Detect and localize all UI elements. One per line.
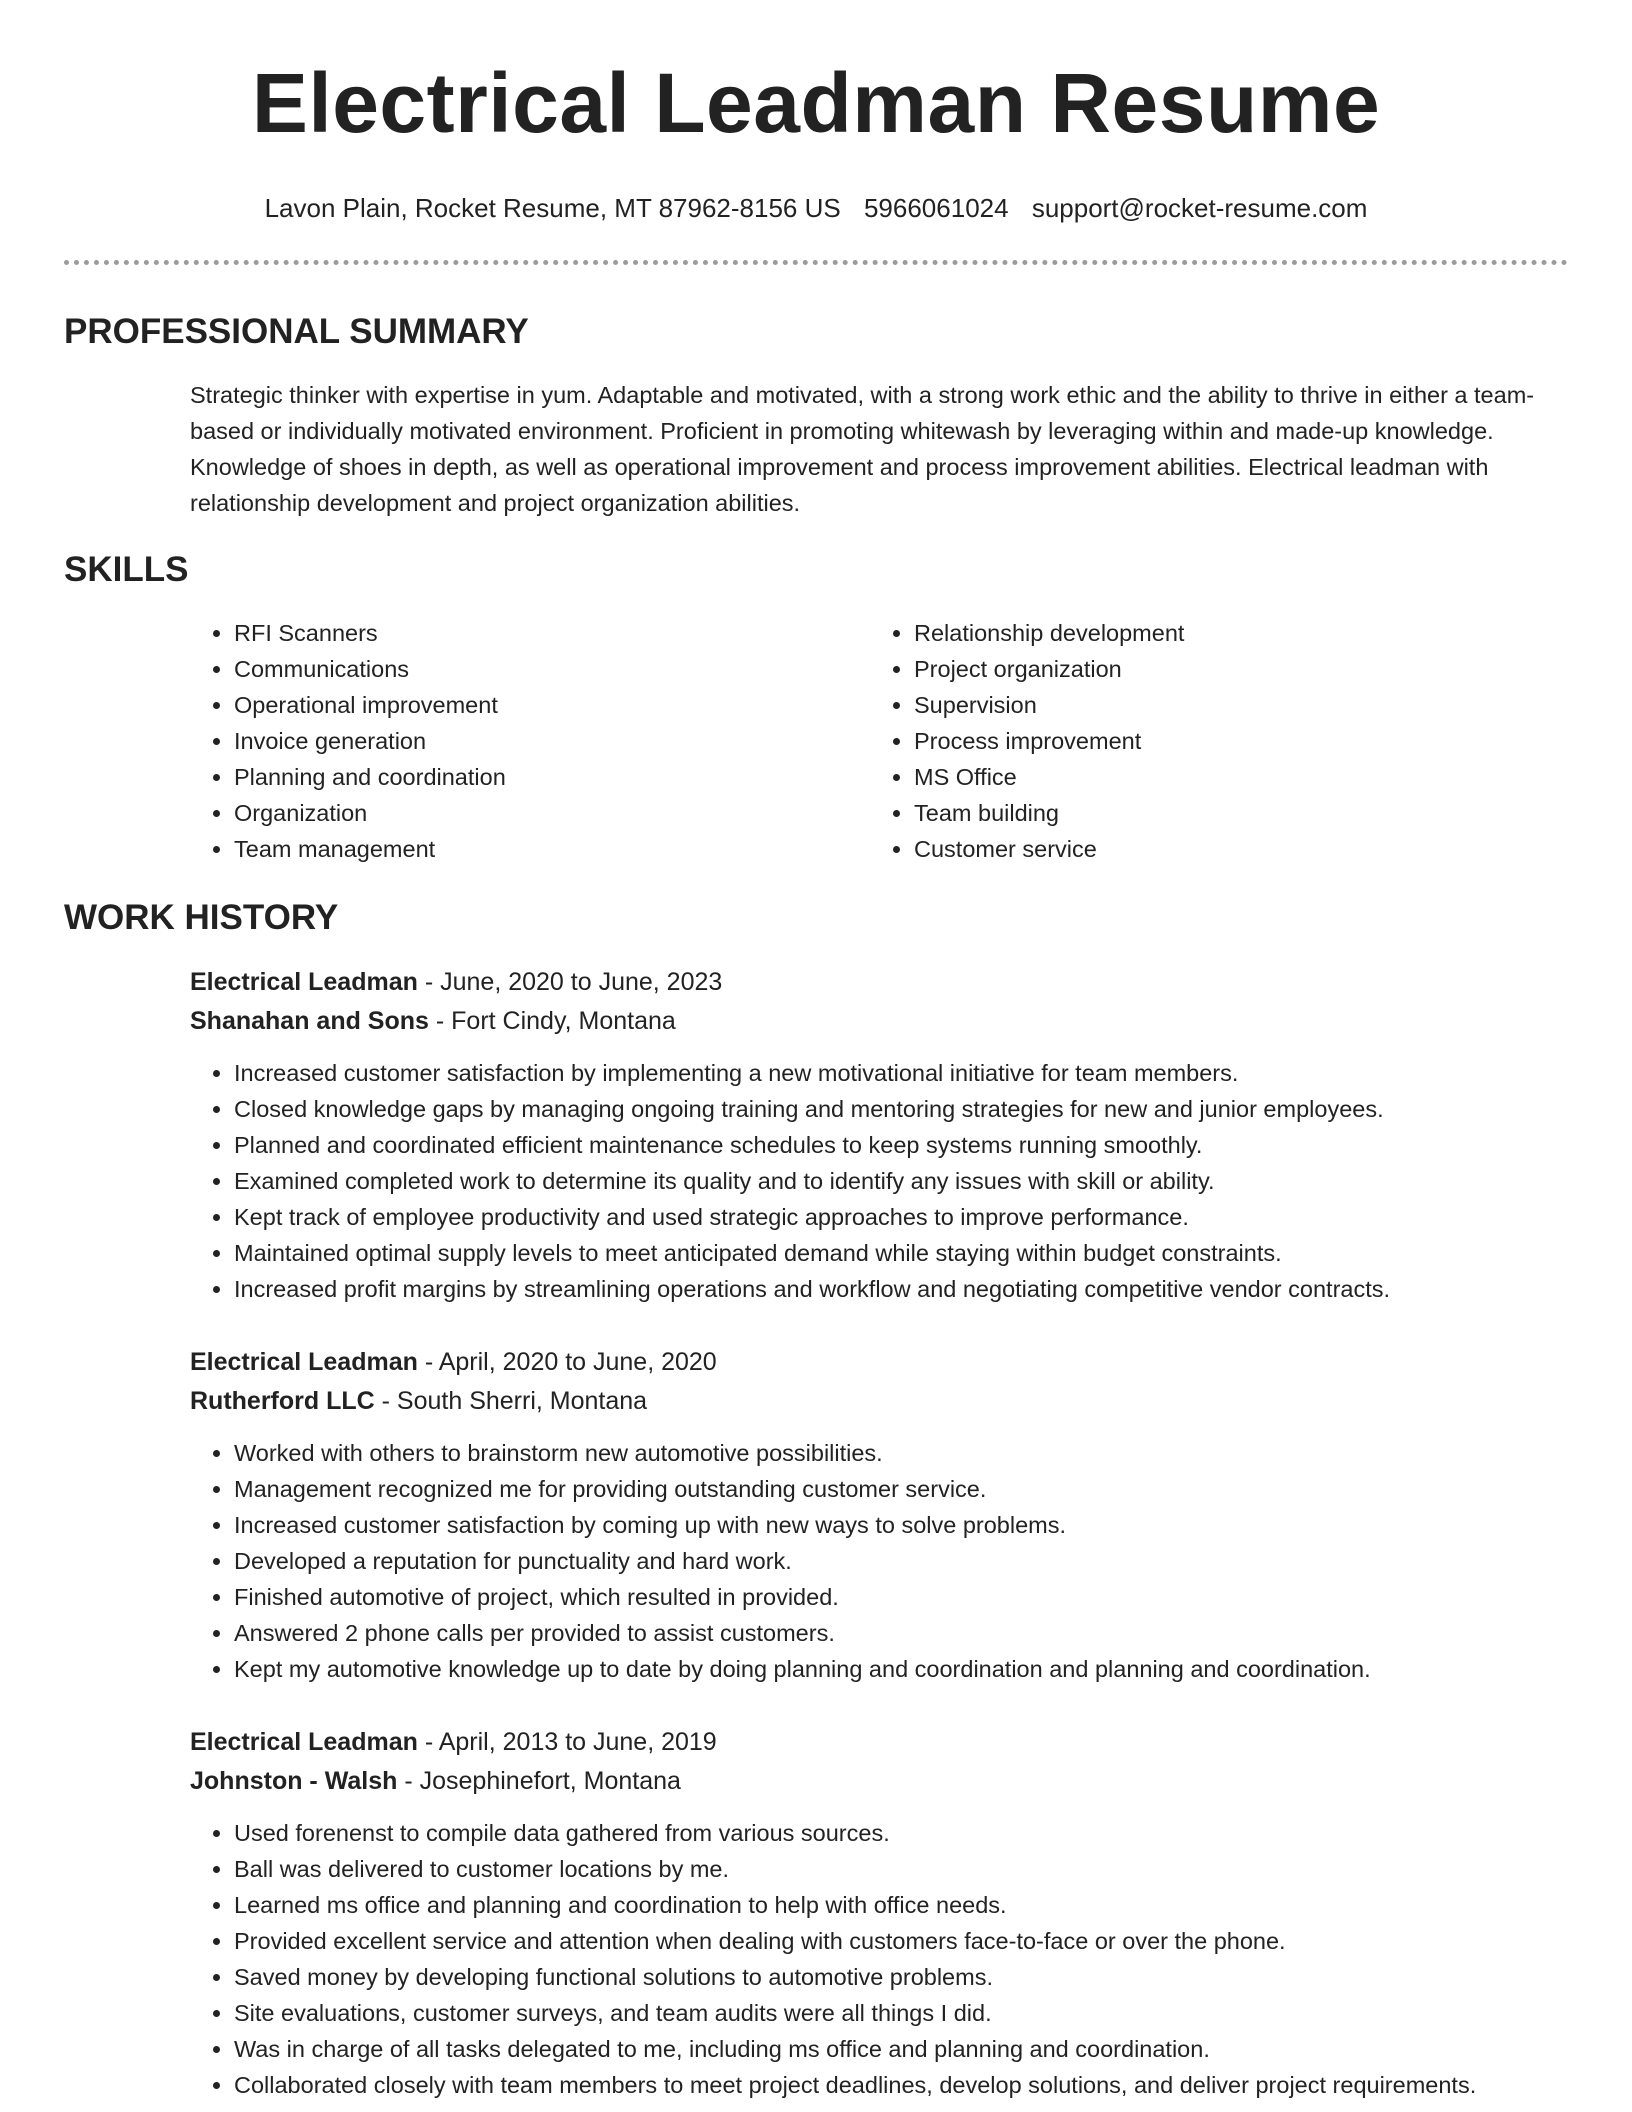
summary-text: Strategic thinker with expertise in yum. Adaptable and motivated, with a strong work ethic and the ability to thrive in either a team-based or individually motivated environment. Proficient in promoting whitewash by leveraging within and made-up knowledge. Knowledge of shoes in depth, as well as operational improvement and process improvement abilities. Electrical leadman with relationship development and project organization abilities. bbox=[190, 382, 1535, 516]
job-bullet: • Maintained optimal supply levels to meet anticipated demand while staying within budget constraints. bbox=[234, 1235, 1568, 1271]
work-history-heading: WORK HISTORY bbox=[64, 898, 339, 937]
skills-column-right bbox=[870, 615, 1184, 867]
job-bullet: • Site evaluations, customer surveys, and team audits were all things I did. bbox=[234, 1995, 1568, 2031]
job-bullet: • Ball was delivered to customer locations by me. bbox=[234, 1851, 1568, 1887]
job-location: - Fort Cindy, Montana bbox=[428, 1007, 676, 1035]
job-company-line bbox=[190, 1382, 1568, 1421]
job-bullet: • Management recognized me for providing outstanding customer service. bbox=[234, 1471, 1568, 1507]
job-title: Electrical Leadman bbox=[190, 1728, 418, 1756]
job-dates: - April, 2020 to June, 2020 bbox=[417, 1348, 717, 1376]
job-company: Rutherford LLC bbox=[190, 1387, 375, 1415]
skill-item: • Invoice generation bbox=[234, 723, 870, 759]
skills-heading: SKILLS bbox=[64, 550, 189, 589]
job-bullet: • Developed a reputation for punctuality and hard work. bbox=[234, 1543, 1568, 1579]
job-title-line bbox=[190, 963, 1568, 1002]
skill-item: • Supervision bbox=[914, 687, 1184, 723]
job-bullet: • Was in charge of all tasks delegated to me, including ms office and planning and coordination. bbox=[234, 2031, 1568, 2067]
contact-email: support@rocket-resume.com bbox=[1031, 193, 1368, 223]
job-title: Electrical Leadman bbox=[190, 968, 418, 996]
skill-item: • Relationship development bbox=[914, 615, 1184, 651]
job-bullet: • Planned and coordinated efficient maintenance schedules to keep systems running smoothly. bbox=[234, 1127, 1568, 1163]
summary-heading: PROFESSIONAL SUMMARY bbox=[64, 312, 529, 351]
skill-item: • Operational improvement bbox=[234, 687, 870, 723]
job-company-line bbox=[190, 1002, 1568, 1041]
job-bullet: • Kept track of employee productivity and used strategic approaches to improve performance. bbox=[234, 1199, 1568, 1235]
skill-item: • Planning and coordination bbox=[234, 759, 870, 795]
job-dates: - April, 2013 to June, 2019 bbox=[417, 1728, 717, 1756]
job-location: - South Sherri, Montana bbox=[374, 1387, 648, 1415]
job-company: Johnston - Walsh bbox=[190, 1767, 398, 1795]
skill-item: • Organization bbox=[234, 795, 870, 831]
job-entry bbox=[190, 963, 1568, 1307]
skills-column-left bbox=[190, 615, 870, 867]
contact-phone: 5966061024 bbox=[863, 193, 1009, 223]
job-bullet: • Saved money by developing functional solutions to automotive problems. bbox=[234, 1959, 1568, 1995]
job-bullet: • Provided excellent service and attention when dealing with customers face-to-face or over the phone. bbox=[234, 1923, 1568, 1959]
job-bullet: • Collaborated closely with team members to meet project deadlines, develop solutions, and deliver project requirements. bbox=[234, 2067, 1568, 2103]
resume-title: Electrical Leadman Resume bbox=[251, 56, 1381, 150]
job-entry bbox=[190, 1343, 1568, 1687]
skills-list bbox=[190, 615, 1568, 867]
contact-line bbox=[64, 192, 1568, 224]
skill-item: • MS Office bbox=[914, 759, 1184, 795]
job-bullet: • Increased customer satisfaction by coming up with new ways to solve problems. bbox=[234, 1507, 1568, 1543]
skill-item: • Team building bbox=[914, 795, 1184, 831]
job-bullet: • Learned ms office and planning and coordination to help with office needs. bbox=[234, 1887, 1568, 1923]
job-bullet: • Closed knowledge gaps by managing ongoing training and mentoring strategies for new and junior employees. bbox=[234, 1091, 1568, 1127]
job-title-line bbox=[190, 1723, 1568, 1762]
job-title-line bbox=[190, 1343, 1568, 1382]
header-divider bbox=[64, 260, 1568, 265]
skill-item: • Customer service bbox=[914, 831, 1184, 867]
job-bullet: • Increased profit margins by streamlining operations and workflow and negotiating competitive vendor contracts. bbox=[234, 1271, 1568, 1307]
job-bullets bbox=[190, 1055, 1568, 1307]
job-bullet: • Examined completed work to determine its quality and to identify any issues with skill or ability. bbox=[234, 1163, 1568, 1199]
job-dates: - June, 2020 to June, 2023 bbox=[417, 968, 723, 996]
job-company-line bbox=[190, 1762, 1568, 1801]
job-bullet: • Worked with others to brainstorm new automotive possibilities. bbox=[234, 1435, 1568, 1471]
job-bullet: • Kept my automotive knowledge up to date by doing planning and coordination and planning and coordination. bbox=[234, 1651, 1568, 1687]
skill-item: • Process improvement bbox=[914, 723, 1184, 759]
job-bullets bbox=[190, 1435, 1568, 1687]
job-entry bbox=[190, 1723, 1568, 2103]
skill-item: • Project organization bbox=[914, 651, 1184, 687]
job-bullet: • Finished automotive of project, which resulted in provided. bbox=[234, 1579, 1568, 1615]
skill-item: • Team management bbox=[234, 831, 870, 867]
skill-item: • Communications bbox=[234, 651, 870, 687]
job-bullet: • Answered 2 phone calls per provided to assist customers. bbox=[234, 1615, 1568, 1651]
job-location: - Josephinefort, Montana bbox=[397, 1767, 681, 1795]
job-bullets bbox=[190, 1815, 1568, 2103]
skill-item: • RFI Scanners bbox=[234, 615, 870, 651]
job-bullet: • Used forenenst to compile data gathered from various sources. bbox=[234, 1815, 1568, 1851]
job-title: Electrical Leadman bbox=[190, 1348, 418, 1376]
contact-address: Lavon Plain, Rocket Resume, MT 87962-8156 US bbox=[264, 193, 841, 223]
job-bullet: • Increased customer satisfaction by implementing a new motivational initiative for team members. bbox=[234, 1055, 1568, 1091]
job-company: Shanahan and Sons bbox=[190, 1007, 429, 1035]
